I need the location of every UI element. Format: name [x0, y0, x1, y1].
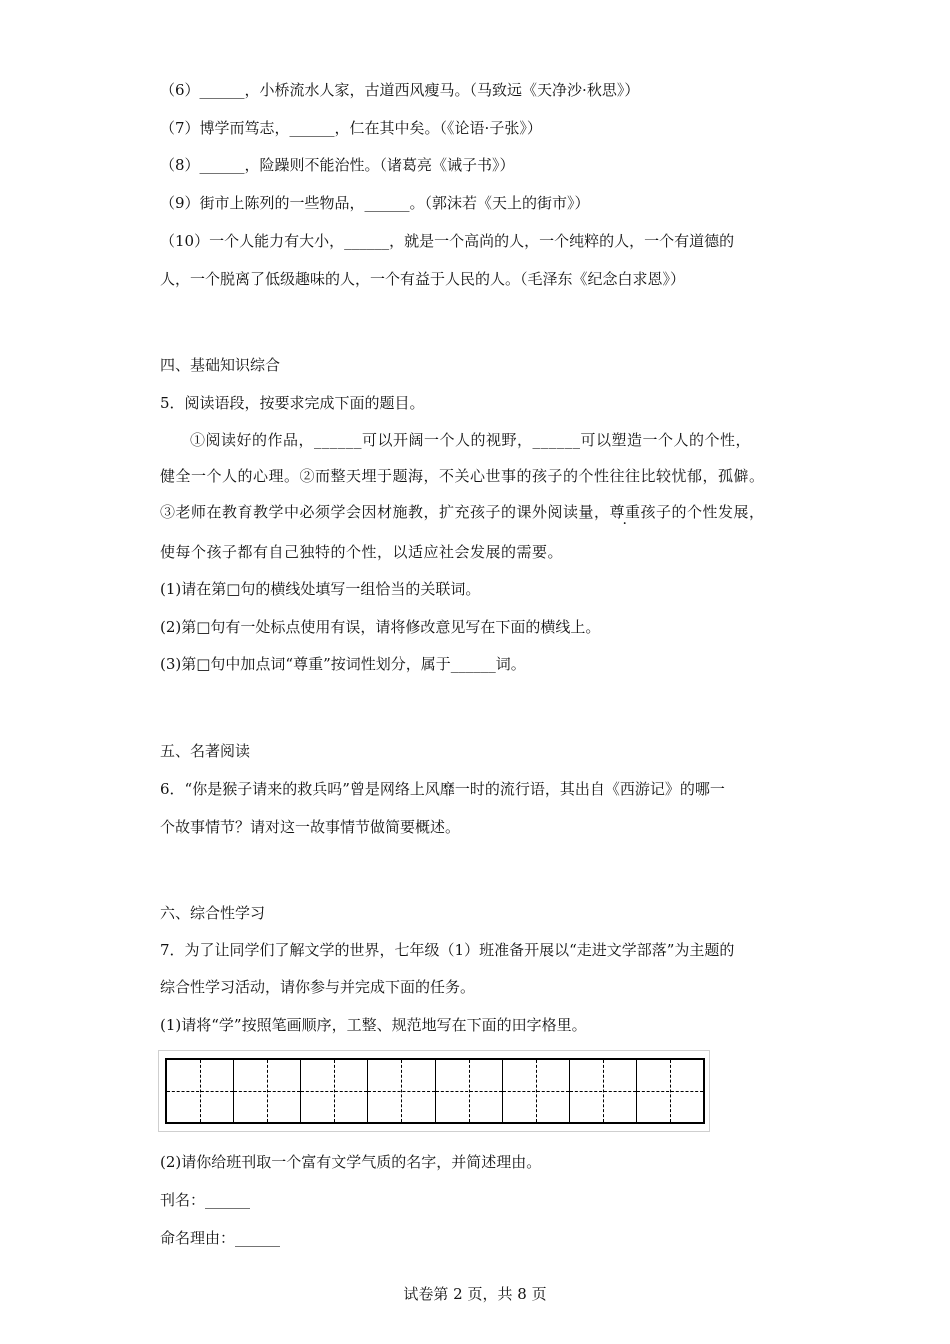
sub-question-3: (3)第□句中加点词“尊重”按词性划分，属于______词。 — [160, 655, 526, 673]
tianzige-grid — [158, 1050, 710, 1132]
passage-line-3 — [160, 502, 765, 522]
passage-line-4: 使每个孩子都有自己独特的个性，以适应社会发展的需要。 — [160, 543, 564, 561]
fill-item-6: （6）______，小桥流水人家，古道西风瘦马。（马致远《天净沙·秋思》） — [160, 81, 640, 99]
tianzige-cell[interactable] — [570, 1060, 637, 1122]
passage-line-3b: 孩子的个性发展， — [640, 503, 765, 521]
sub-question-2: (2)请你给班刊取一个富有文学气质的名字，并简述理由。 — [160, 1153, 542, 1171]
question-6-line-1: 6．“你是猴子请来的救兵吗”曾是网络上风靡一时的流行语，其出自《西游记》的哪一 — [160, 780, 725, 798]
passage-line-2: 健全一个人的心理。②而整天埋于题海，不关心世事的孩子的个性往往比较忧郁，孤僻。 — [160, 467, 765, 485]
tianzige-cells — [165, 1058, 705, 1124]
section-heading: 五、名著阅读 — [160, 742, 251, 760]
sub-question-2: (2)第□句有一处标点使用有误，请将修改意见写在下面的横线上。 — [160, 618, 601, 636]
journal-name-field: 刊名：______ — [160, 1191, 251, 1209]
question-7-line-1: 7．为了让同学们了解文学的世界，七年级（1）班准备开展以“走进文学部落”为主题的 — [160, 941, 735, 959]
fill-item-8: （8）______，险躁则不能治性。（诸葛亮《诫子书》） — [160, 156, 515, 174]
sub-question-1: (1)请在第□句的横线处填写一组恰当的关联词。 — [160, 580, 481, 598]
question-6-line-2: 个故事情节？请对这一故事情节做简要概述。 — [160, 818, 461, 836]
tianzige-cell[interactable] — [637, 1060, 703, 1122]
tianzige-cell[interactable] — [503, 1060, 570, 1122]
tianzige-cell[interactable] — [301, 1060, 368, 1122]
sub-question-1: (1)请将“学”按照笔画顺序，工整、规范地写在下面的田字格里。 — [160, 1016, 587, 1034]
section-heading: 四、基础知识综合 — [160, 356, 281, 374]
fill-item-9: （9）街市上陈列的一些物品，______。（郭沫若《天上的街市》） — [160, 194, 590, 212]
passage-line-3a: ③老师在教育教学中必须学会因材施教，扩充孩子的课外阅读量， — [160, 503, 610, 521]
fill-item-7: （7）博学而笃志，______，仁在其中矣。（《论语·子张》） — [160, 119, 542, 137]
section-heading: 六、综合性学习 — [160, 904, 266, 922]
tianzige-cell[interactable] — [368, 1060, 435, 1122]
passage-line-1: ①阅读好的作品，______可以开阔一个人的视野，______可以塑造一个人的个性， — [190, 431, 752, 449]
page-footer: 试卷第 2 页，共 8 页 — [403, 1285, 547, 1303]
tianzige-cell[interactable] — [234, 1060, 301, 1122]
fill-item-10: （10）一个人能力有大小，______，就是一个高尚的人，一个纯粹的人，一个有道德的 — [160, 232, 735, 250]
emphasized-word: 尊重 — [609, 503, 641, 521]
tianzige-cell[interactable] — [167, 1060, 234, 1122]
tianzige-cell[interactable] — [436, 1060, 503, 1122]
question-5: 5．阅读语段，按要求完成下面的题目。 — [160, 394, 425, 412]
question-7-line-2: 综合性学习活动，请你参与并完成下面的任务。 — [160, 978, 476, 996]
naming-reason-field: 命名理由：______ — [160, 1229, 281, 1247]
fill-item-10-cont: 人，一个脱离了低级趣味的人，一个有益于人民的人。（毛泽东《纪念白求恩》） — [160, 270, 686, 288]
